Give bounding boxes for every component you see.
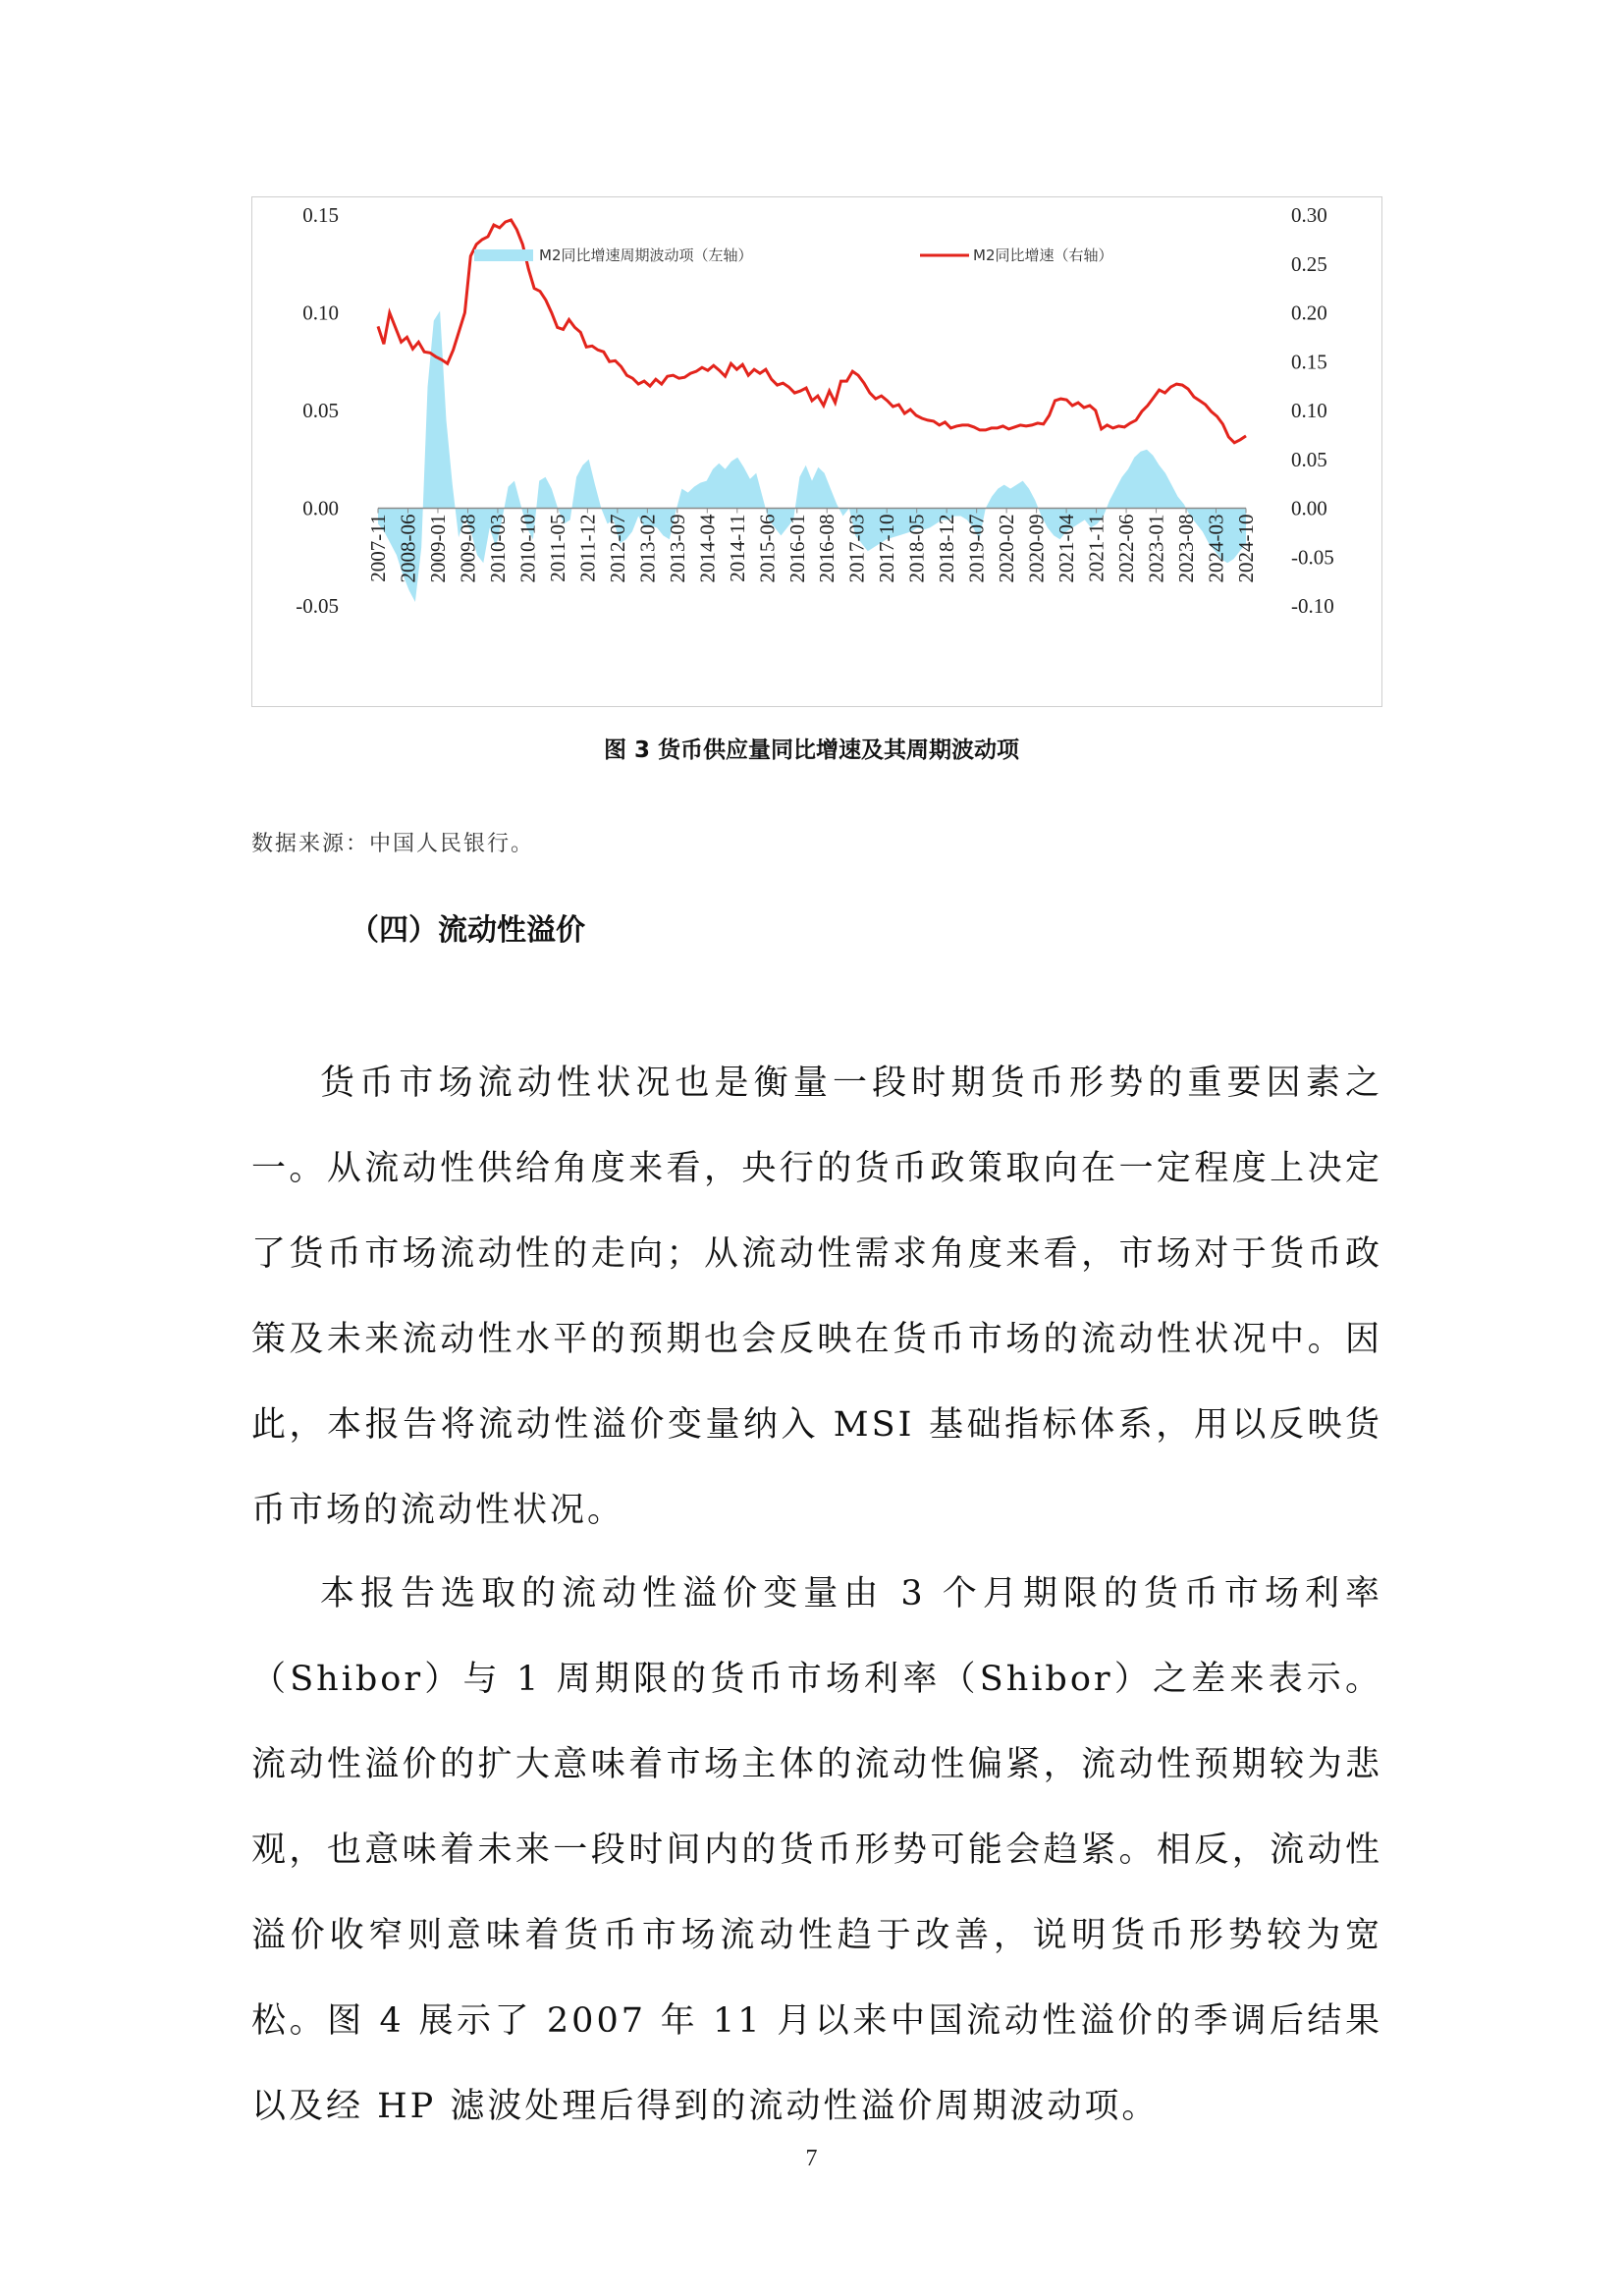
figure-caption: 图 3 货币供应量同比增速及其周期波动项 xyxy=(603,738,1020,763)
x-axis-tick-label: 2009-01 xyxy=(426,514,450,583)
x-axis-tick-label: 2015-06 xyxy=(755,514,780,583)
x-axis-tick-label: 2024-03 xyxy=(1204,514,1228,583)
right-axis-tick-label: 0.30 xyxy=(1291,203,1327,227)
x-axis-tick-label: 2016-01 xyxy=(784,514,809,583)
x-axis-tick-label: 2023-01 xyxy=(1144,514,1168,583)
x-axis-tick-label: 2023-08 xyxy=(1174,514,1198,583)
legend-swatch-area xyxy=(474,249,533,261)
x-axis-tick-label: 2011-12 xyxy=(575,514,600,582)
body-paragraph-2: 本报告选取的流动性溢价变量由 3 个月期限的货币市场利率（Shibor）与 1 周期限的货币市场利率（Shibor）之差来表示。流动性溢价的扩大意味着市场主体的流动性偏紧，流动性预期较为悲观，也意味着未来一段时间内的货币形势可能会趋紧。相反，流动性溢价收窄则意味着货币市场流动性趋于改善，说明货币形势较为宽松。图 4 展示了 2007 年 11 月以来中国流动性溢价的季调后结果以及经 HP 滤波处理后得到的流动性溢价周期波动项。 xyxy=(251,1574,1382,2126)
right-axis-tick-label: -0.05 xyxy=(1291,545,1334,570)
left-axis-tick-label: 0.15 xyxy=(302,203,339,227)
x-axis-tick-label: 2014-11 xyxy=(725,514,749,582)
x-axis-tick-label: 2008-06 xyxy=(396,514,420,583)
right-axis-tick-label: 0.20 xyxy=(1291,301,1327,325)
x-axis-tick-label: 2011-05 xyxy=(545,514,569,582)
x-axis-tick-label: 2010-10 xyxy=(515,514,540,583)
x-axis-tick-label: 2017-10 xyxy=(875,514,899,583)
legend-label-area: M2同比增速周期波动项（左轴） xyxy=(539,246,753,264)
x-axis-tick-label: 2007-11 xyxy=(366,514,390,582)
x-axis-tick-label: 2021-04 xyxy=(1055,514,1079,583)
page-number: 7 xyxy=(805,2146,818,2171)
x-axis-tick-label: 2019-07 xyxy=(964,514,989,583)
m2-chart xyxy=(252,197,1381,706)
left-axis-tick-label: 0.05 xyxy=(302,399,339,422)
section-heading: （四）流动性溢价 xyxy=(350,913,585,948)
right-axis-tick-label: 0.10 xyxy=(1291,399,1327,422)
right-axis-tick-label: 0.15 xyxy=(1291,350,1327,374)
right-axis-tick-label: 0.00 xyxy=(1291,496,1327,520)
data-source-note: 数据来源：中国人民银行。 xyxy=(251,832,535,856)
legend xyxy=(474,246,1113,264)
x-axis-ticks xyxy=(366,509,1258,583)
chart-frame xyxy=(251,196,1382,707)
left-axis-tick-label: 0.00 xyxy=(302,496,339,520)
x-axis-tick-label: 2013-02 xyxy=(635,514,660,583)
body-paragraph-1: 货币市场流动性状况也是衡量一段时期货币形势的重要因素之一。从流动性供给角度来看，央行的货币政策取向在一定程度上决定了货币市场流动性的走向；从流动性需求角度来看，市场对于货币政策及未来流动性水平的预期也会反映在货币市场的流动性状况中。因此，本报告将流动性溢价变量纳入 MSI 基础指标体系，用以反映货币市场的流动性状况。 xyxy=(251,1064,1382,1530)
x-axis-tick-label: 2016-08 xyxy=(815,514,839,583)
x-axis-tick-label: 2018-05 xyxy=(904,514,929,583)
x-axis-tick-label: 2022-06 xyxy=(1114,514,1139,583)
x-axis-tick-label: 2014-04 xyxy=(695,514,720,583)
x-axis-tick-label: 2010-03 xyxy=(485,514,510,583)
right-axis-tick-label: 0.05 xyxy=(1291,447,1327,471)
left-axis-tick-label: 0.10 xyxy=(302,301,339,325)
left-axis-tick-label: -0.05 xyxy=(296,594,339,618)
x-axis-tick-label: 2012-07 xyxy=(605,514,629,583)
x-axis-tick-label: 2020-02 xyxy=(995,514,1019,583)
right-axis-tick-label: 0.25 xyxy=(1291,251,1327,276)
legend-label-line: M2同比增速（右轴） xyxy=(973,246,1113,264)
left-axis-ticks xyxy=(296,203,339,618)
right-axis-tick-label: -0.10 xyxy=(1291,594,1334,618)
x-axis-tick-label: 2013-09 xyxy=(665,514,689,583)
x-axis-tick-label: 2018-12 xyxy=(935,514,959,583)
x-axis-tick-label: 2009-08 xyxy=(456,514,480,583)
x-axis-tick-label: 2024-10 xyxy=(1234,514,1258,583)
x-axis-tick-label: 2020-09 xyxy=(1024,514,1049,583)
x-axis-tick-label: 2017-03 xyxy=(844,514,869,583)
x-axis-tick-label: 2021-11 xyxy=(1084,514,1109,582)
right-axis-ticks xyxy=(1291,203,1334,618)
